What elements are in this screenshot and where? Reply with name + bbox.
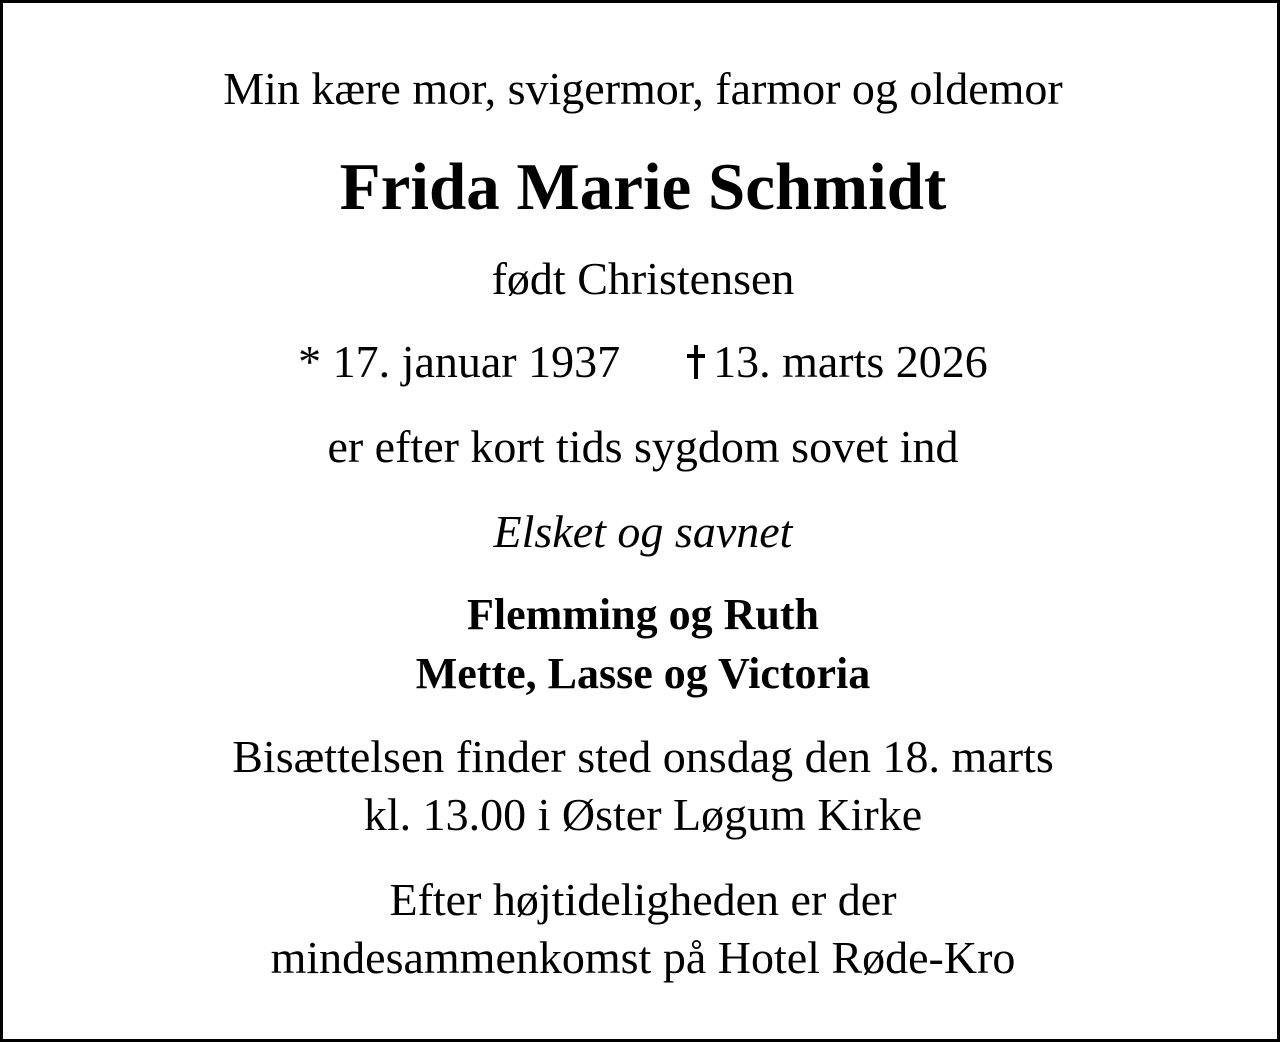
cross-icon <box>687 345 705 379</box>
life-dates <box>3 336 1280 387</box>
family-line: Mette, Lasse og Victoria <box>415 649 871 698</box>
birth-symbol: * <box>298 336 322 387</box>
memorial-line: mindesammenkomst på Hotel Røde-Kro <box>270 932 1016 983</box>
funeral-line: kl. 13.00 i Øster Løgum Kirke <box>363 789 923 840</box>
loved-text: Elsket og savnet <box>493 506 793 557</box>
funeral-line: Bisættelsen finder sted onsdag den 18. marts <box>232 731 1054 782</box>
deceased-name: Frida Marie Schmidt <box>339 150 947 224</box>
memorial-line: Efter højtideligheden er der <box>389 874 897 925</box>
death-date: 13. marts 2026 <box>713 336 988 387</box>
intro-text: Min kære mor, svigermor, farmor og oldemor <box>223 63 1063 114</box>
birth-name: født Christensen <box>491 253 795 304</box>
passing-text: er efter kort tids sygdom sovet ind <box>327 421 959 472</box>
birth-date: 17. januar 1937 <box>332 336 621 387</box>
family-line: Flemming og Ruth <box>467 590 819 639</box>
